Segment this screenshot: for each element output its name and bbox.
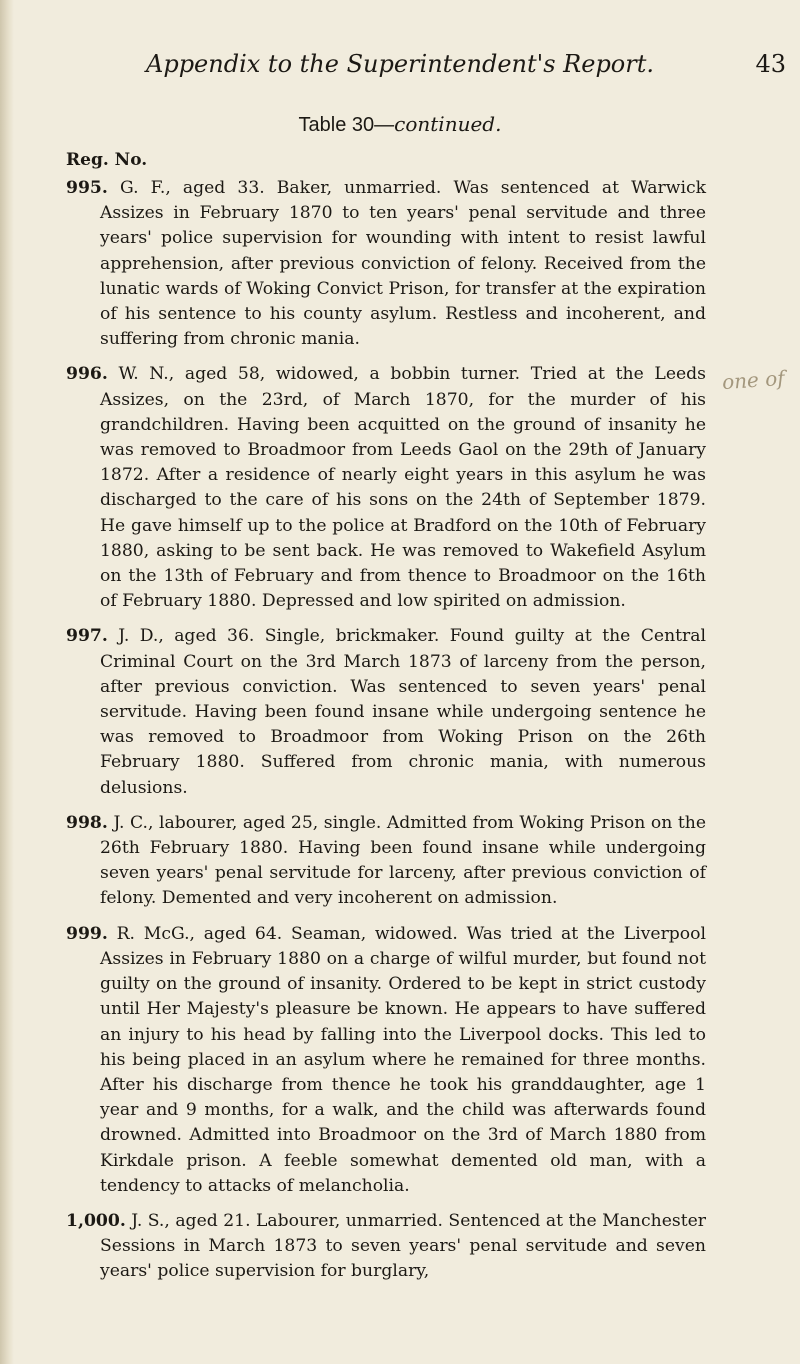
entry-number: 1,000. (66, 1210, 126, 1231)
entry-text: J. C., labourer, aged 25, single. Admitted from Woking Prison on the 26th February 1880. Having been found insane while undergoing seven years' penal servitude for larceny, after previous conviction of felony. Demented and very incoherent on admission. (100, 812, 706, 909)
entry-number: 995. (66, 178, 108, 198)
entry-998 (66, 811, 706, 912)
table-heading (0, 112, 800, 137)
reg-no-label: Reg. No. (66, 150, 148, 170)
entry-number: 996. (66, 364, 108, 385)
entry-number: 999. (66, 923, 108, 944)
entry-996 (66, 362, 706, 614)
entry-text: G. F., aged 33. Baker, unmarried. Was sentenced at Warwick Assizes in February 1870 to ten years' penal servitude and three years' police supervision for wounding with intent to resist lawful apprehension, after previous conviction of felony. Received from the lunatic wards of Woking Convict Prison, for transfer at the expiration of his sentence to his county asylum. Restless and incoherent, and suffering from chronic mania. (100, 178, 706, 350)
running-header: Appendix to the Superintendent's Report. (146, 50, 654, 78)
entries-list (66, 176, 706, 1295)
table-heading-label: Table 30— (298, 114, 395, 136)
page-binding-edge (0, 0, 14, 1364)
entry-text: J. D., aged 36. Single, brickmaker. Found guilty at the Central Criminal Court on the 3rd March 1873 of larceny from the person, after previous conviction. Was sentenced to seven years' penal servitude. Having been found insane while undergoing sentence he was removed to Broadmoor from Woking Prison on the 26th February 1880. Suffered from chronic mania, with numerous delusions. (100, 626, 707, 798)
entry-number: 998. (66, 812, 108, 833)
entry-1000 (66, 1209, 706, 1285)
entry-995 (66, 176, 706, 352)
handwritten-annotation: one of (721, 365, 786, 395)
table-heading-continued: continued. (394, 112, 502, 136)
entry-number: 997. (66, 626, 108, 647)
entry-text: J. S., aged 21. Labourer, unmarried. Sentenced at the Manchester Sessions in March 1873 to seven years' penal servitude and seven years' police supervision for burglary, (100, 1210, 706, 1282)
entry-997 (66, 624, 706, 800)
page-number: 43 (755, 50, 786, 78)
entry-999 (66, 922, 706, 1199)
entry-text: R. McG., aged 64. Seaman, widowed. Was tried at the Liverpool Assizes in February 1880 on a charge of wilful murder, but found not guilty on the ground of insanity. Ordered to be kept in strict custody until Her Majesty's pleasure be known. He appears to have suffered an injury to his head by falling into the Liverpool docks. This led to his being placed in an asylum where he remained for three months. After his discharge from thence he took his granddaughter, age 1 year and 9 months, for a walk, and the child was afterwards found drowned. Admitted into Broadmoor on the 3rd of March 1880 from Kirkdale prison. A feeble somewhat demented old man, with a tendency to attacks of melancholia. (100, 923, 707, 1196)
entry-text: W. N., aged 58, widowed, a bobbin turner. Tried at the Leeds Assizes, on the 23rd, of March 1870, for the murder of his grandchildren. Having been acquitted on the ground of insanity he was removed to Broadmoor from Leeds Gaol on the 29th of January 1872. After a residence of nearly eight years in this asylum he was discharged to the care of his sons on the 24th of September 1879. He gave himself up to the police at Bradford on the 10th of February 1880, asking to be sent back. He was removed to Wakefield Asylum on the 13th of February and from thence to Broadmoor on the 16th of February 1880. Depressed and low spirited on admission. (100, 364, 706, 612)
